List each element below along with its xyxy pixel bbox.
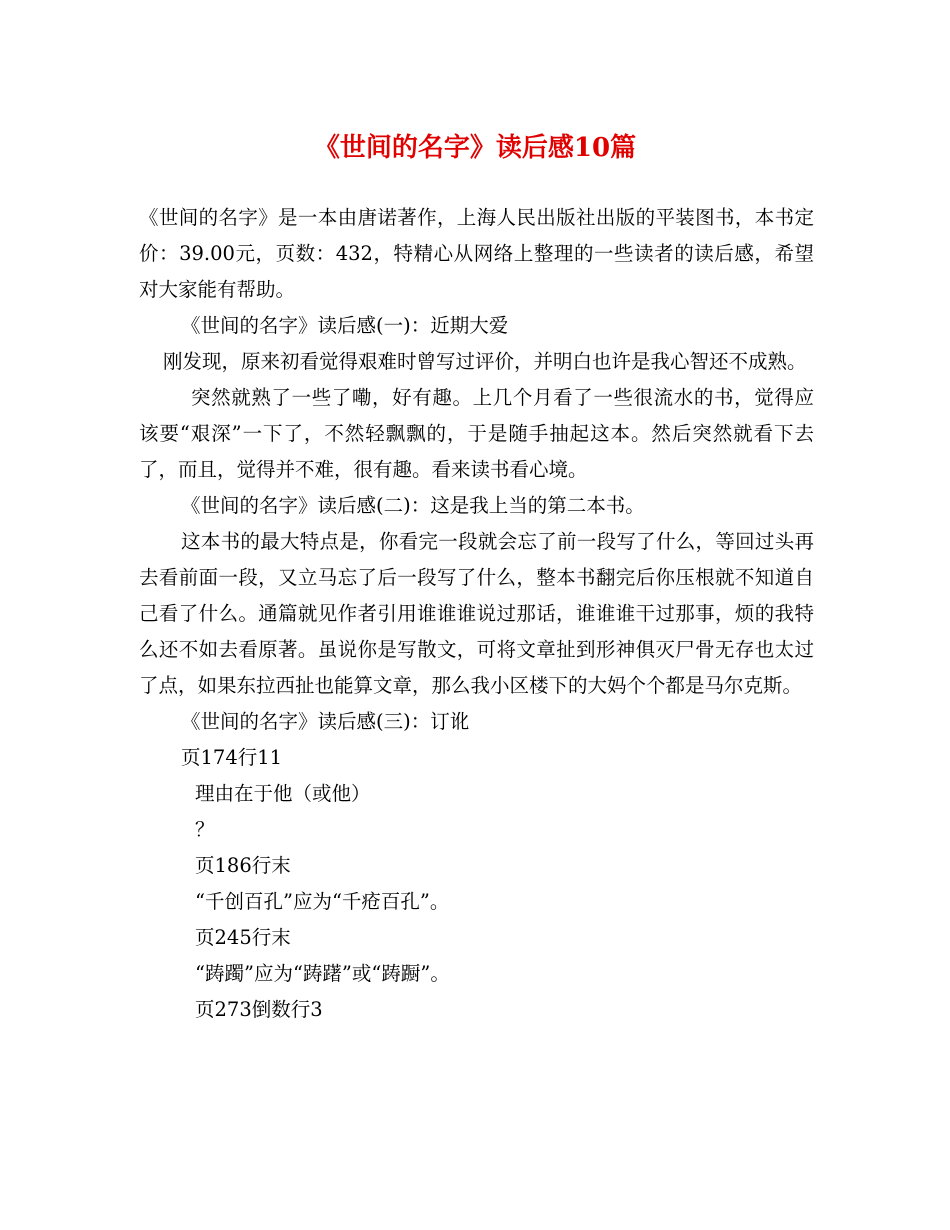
erratum-line: 页273倒数行3 [195,998,323,1021]
review-paragraph: 刚发现，原来初看觉得艰难时曾写过评价，并明白也许是我心智还不成熟。 [163,350,807,373]
document-title: 《世间的名字》读后感10篇 [313,133,637,163]
review-paragraph: 这本书的最大特点是，你看完一段就会忘了前一段写了什么，等回过头再去看前面一段，又立马忘了后一段写了什么，整本书翻完后你压根就不知道自己看了什么。通篇就见作者引用谁谁谁说过那话，谁谁谁干过那事，烦的我特么还不如去看原著。虽说你是写散文，可将文章扯到形神俱灭尸骨无存也太过了点，如果东拉西扯也能算文章，那么我小区楼下的大妈个个都是马尔克斯。 [139,530,814,697]
document-body [139,200,814,1028]
review-heading-2: 《世间的名字》读后感(二)：这是我上当的第二本书。 [181,494,645,517]
erratum-line: 理由在于他（或他） [195,782,371,805]
erratum-line: “踌躅”应为“踌躇”或“踌蹰”。 [195,962,450,985]
review-heading-3: 《世间的名字》读后感(三)：订讹 [181,710,470,733]
intro-paragraph: 《世间的名字》是一本由唐诺著作，上海人民出版社出版的平装图书，本书定价：39.00元，页数：432，特精心从网络上整理的一些读者的读后感，希望对大家能有帮助。 [139,206,814,301]
erratum-line: ？ [195,818,215,841]
erratum-line: 页186行末 [195,854,291,877]
erratum-line: 页245行末 [195,926,291,949]
erratum-line: 页174行11 [181,746,283,769]
review-heading-1: 《世间的名字》读后感(一)：近期大爱 [181,314,509,337]
review-paragraph: 突然就熟了一些了嘞，好有趣。上几个月看了一些很流水的书，觉得应该要“艰深”一下了，不然轻飘飘的，于是随手抽起这本。然后突然就看下去了，而且，觉得并不难，很有趣。看来读书看心境。 [139,386,814,481]
erratum-line: “千创百孔”应为“千疮百孔”。 [195,890,450,913]
